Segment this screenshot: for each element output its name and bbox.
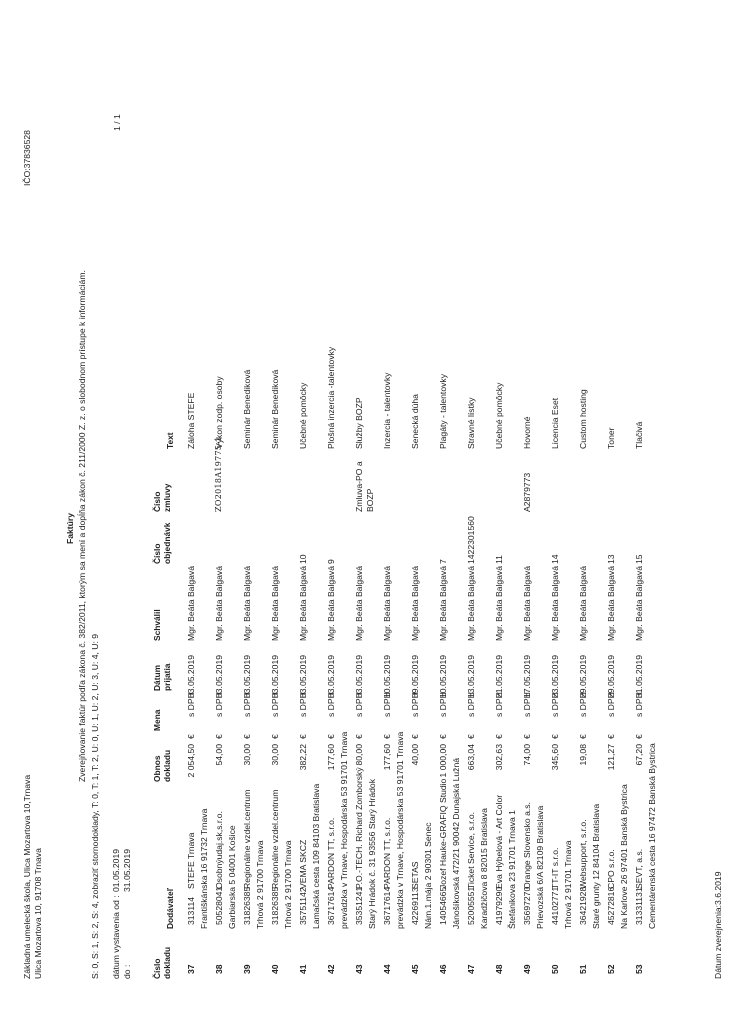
vat-flag: s DPH — [578, 692, 588, 717]
approver: Mgr. Beáta Balgavá — [522, 565, 532, 641]
col-doc-no: Číslo dokladu — [152, 946, 172, 979]
vat-flag: s DPH — [214, 692, 224, 717]
col-approved: Schválil — [152, 609, 162, 641]
doc-number: 50 — [550, 964, 560, 974]
received-date: 29.05.2019 — [578, 654, 588, 698]
approver: Mgr. Beáta Balgavá — [606, 565, 616, 641]
amount: 382,22 — [298, 744, 308, 771]
description: Plagáty - talentovky — [438, 374, 448, 449]
table-row — [602, 0, 630, 1024]
currency: € — [382, 734, 392, 739]
contract-number-line2: BOZP — [365, 488, 375, 512]
order-number: 13 — [606, 554, 616, 564]
description: Záloha STEFE — [186, 392, 196, 449]
supplier-address: Starý Hrádok č. 31 93556 Starý Hrádok — [367, 779, 377, 929]
received-date: 31.05.2019 — [634, 654, 644, 698]
vat-flag: s DPH — [186, 692, 196, 717]
supplier-name: Regionálne vzdel.centrum — [242, 789, 252, 889]
approver: Mgr. Beáta Balgavá — [578, 565, 588, 641]
col-contract-no: Číslo zmluvy — [152, 483, 172, 512]
date-to-label: do : — [122, 964, 132, 979]
table-row — [406, 0, 434, 1024]
approver: Mgr. Beáta Balgavá — [438, 565, 448, 641]
supplier-address: Garbiarska 5 04001 Košice — [227, 825, 237, 929]
vat-flag: s DPH — [550, 692, 560, 717]
received-date: 13.05.2019 — [466, 654, 476, 698]
doc-number: 45 — [410, 964, 420, 974]
currency: € — [494, 734, 504, 739]
vat-flag: s DPH — [354, 692, 364, 717]
received-date: 23.05.2019 — [550, 654, 560, 698]
currency: € — [270, 734, 280, 739]
doc-number: 38 — [214, 964, 224, 974]
received-date: 03.05.2019 — [242, 654, 252, 698]
date-to-value: 31.05.2019 — [122, 848, 132, 892]
table-row — [546, 0, 574, 1024]
amount: 74,00 — [522, 744, 532, 766]
approver: Mgr. Beáta Balgavá — [326, 565, 336, 641]
vat-flag: s DPH — [606, 692, 616, 717]
supplier-address: Štefánikova 23 91701 Trnava 1 — [507, 810, 517, 929]
supplier-name: P.O.-TECH. Richard Zomborský — [354, 767, 364, 889]
supplier-address: Trhová 2 91701 Trnava — [563, 840, 573, 929]
currency: € — [550, 734, 560, 739]
supplier-name: PARDON TT, s.r.o. — [382, 817, 392, 889]
doc-number: 37 — [186, 964, 196, 974]
table-row — [462, 0, 490, 1024]
table-row — [518, 0, 546, 1024]
received-date: 03.05.2019 — [326, 654, 336, 698]
supplier-address: Na Karlove 26 97401 Banská Bystrica — [619, 784, 629, 929]
supplier-address: Nám.1.mája 2 90301 Senec — [423, 822, 433, 929]
col-text: Text — [165, 432, 175, 449]
page-number: 1 / 1 — [112, 114, 122, 131]
approver: Mgr. Beáta Balgavá — [634, 565, 644, 641]
amount: 345,60 — [550, 744, 560, 771]
description: Učebné pomôcky — [298, 382, 308, 449]
supplier-name: Jozef Hauke-GRAFIQ Studio — [438, 778, 448, 889]
doc-number: 46 — [438, 964, 448, 974]
doc-number: 40 — [270, 964, 280, 974]
supplier-ico: 35697270 — [522, 886, 532, 925]
doc-number: 47 — [466, 964, 476, 974]
page-title: Faktúry — [65, 512, 75, 544]
amount: 40,00 — [410, 744, 420, 766]
currency: € — [466, 734, 476, 739]
supplier-ico: 31331131 — [634, 887, 644, 925]
doc-number: 52 — [606, 964, 616, 974]
supplier-name: SEVT, a.s. — [634, 848, 644, 889]
supplier-name: STEFE Trnava — [186, 832, 196, 889]
supplier-ico: 36717614 — [382, 886, 392, 925]
amount: 30,00 — [242, 744, 252, 766]
table-row — [182, 0, 210, 1024]
col-received: Dátum prijatia — [152, 663, 172, 691]
approver: Mgr. Beáta Balgavá — [270, 565, 280, 641]
contract-number: Zmluva-PO a — [354, 461, 364, 512]
supplier-ico: 31826385 — [242, 886, 252, 925]
received-date: 03.05.2019 — [214, 654, 224, 698]
approver: Mgr. Beáta Balgavá — [214, 565, 224, 641]
received-date: 03.05.2019 — [298, 654, 308, 698]
supplier-name: PARDON TT, s.r.o. — [326, 817, 336, 889]
date-from-label: dátum vystavenia od : — [111, 895, 121, 979]
order-number: 9 — [326, 559, 336, 564]
vat-flag: s DPH — [438, 692, 448, 717]
supplier-name: Orange Slovensko a.s. — [522, 802, 532, 889]
description: Učebné pomôcky — [494, 382, 504, 449]
currency: € — [438, 734, 448, 739]
received-date: 03.05.2019 — [186, 654, 196, 698]
description: Seminár Benediková — [242, 369, 252, 449]
vat-flag: s DPH — [522, 692, 532, 717]
supplier-address: Františkánska 16 91732 Trnava — [199, 808, 209, 929]
amount: 2 054,50 — [186, 744, 196, 778]
table-row — [294, 0, 322, 1024]
vat-flag: s DPH — [298, 692, 308, 717]
order-number: 1422301560 — [466, 516, 476, 564]
doc-number: 43 — [354, 964, 364, 974]
date-from-value: 01.05.2019 — [111, 848, 121, 892]
supplier-address: Lamačská cesta 109 84103 Bratislava — [311, 783, 321, 929]
received-date: 29.05.2019 — [606, 654, 616, 698]
supplier-ico: 14054665 — [438, 886, 448, 925]
amount: 121,27 — [606, 744, 616, 771]
supplier-address: prevádzka v Trnave, Hospodárska 53 91701 Trnava — [339, 731, 349, 929]
supplier-ico: 52005551 — [466, 886, 476, 925]
amount: 177,60 — [326, 744, 336, 771]
doc-number: 44 — [382, 964, 392, 974]
supplier-address: Cementárenská cesta 16 97472 Banská Bystrica — [647, 743, 657, 929]
contract-number: A2879773 — [522, 472, 532, 512]
col-order-no: Číslo objednávk — [152, 522, 172, 564]
table-row — [210, 0, 238, 1024]
amount: 67,20 — [634, 744, 644, 766]
table-row — [238, 0, 266, 1024]
published-date: Dátum zverejnenia:3.6.2019 — [713, 871, 723, 979]
supplier-ico: 50528041 — [214, 886, 224, 925]
order-number: 11 — [494, 555, 504, 564]
order-number: 10 — [298, 554, 308, 564]
supplier-name: Regionálne vzdel.centrum — [270, 789, 280, 889]
supplier-ico: 45272816 — [606, 886, 616, 925]
description: Výkon zodp. osoby — [214, 376, 224, 449]
currency: € — [634, 734, 644, 739]
description: Hovorné — [522, 416, 532, 449]
supplier-name: Ticket Service, s.r.o. — [466, 811, 476, 889]
received-date: 09.05.2019 — [410, 654, 420, 698]
supplier-address: Jánošíkovská 472/21 90042 Dunajská Lužná — [451, 757, 461, 929]
approver: Mgr. Beáta Balgavá — [550, 565, 560, 641]
approver: Mgr. Beáta Balgavá — [186, 565, 196, 641]
doc-number: 41 — [298, 964, 308, 974]
doc-number: 48 — [494, 964, 504, 974]
description: Seminár Benediková — [270, 369, 280, 449]
description: Plošná inzercia -talentovky — [326, 346, 336, 449]
amount: 80,00 — [354, 744, 364, 766]
vat-flag: s DPH — [326, 692, 336, 717]
col-currency: Mena — [152, 709, 162, 731]
table-row — [574, 0, 602, 1024]
contract-number: ZO2018A19775-1 — [214, 436, 223, 512]
supplier-address: Trhová 2 91700 Trnava — [283, 840, 293, 929]
supplier-address: Trhová 2 91700 Trnava — [255, 840, 265, 929]
description: Toner — [606, 427, 616, 449]
vat-flag: s DPH — [382, 692, 392, 717]
approver: Mgr. Beáta Balgavá — [466, 565, 476, 641]
description: Senecká dúha — [410, 394, 420, 449]
received-date: 21.05.2019 — [494, 654, 504, 698]
currency: € — [606, 734, 616, 739]
supplier-address: Staré grunty 12 84104 Bratislava — [591, 803, 601, 929]
currency: € — [242, 734, 252, 739]
amount: 54,00 — [214, 744, 224, 766]
table-row — [630, 0, 658, 1024]
approver: Mgr. Beáta Balgavá — [494, 565, 504, 641]
table-row — [490, 0, 518, 1024]
supplier-name: VEMA SKCZ — [298, 839, 308, 889]
currency: € — [354, 734, 364, 739]
supplier-ico: 41979290 — [494, 886, 504, 925]
supplier-name: TT-IT s.r.o. — [550, 847, 560, 889]
doc-number: 53 — [634, 964, 644, 974]
order-number: 7 — [438, 559, 448, 564]
description: Licencia Eset — [550, 397, 560, 449]
received-date: 03.05.2019 — [270, 654, 280, 698]
supplier-ico: 31826385 — [270, 886, 280, 925]
col-amount: Obnos dokladu — [152, 749, 172, 782]
amount: 177,60 — [382, 744, 392, 771]
supplier-address: Prievozská 6/A 82109 Bratislava — [535, 805, 545, 929]
description: Custom hosting — [578, 389, 588, 449]
supplier-ico: 36717614 — [326, 886, 336, 925]
vat-flag: s DPH — [494, 692, 504, 717]
supplier-name: Osobnýudaj.sk,s.r.o. — [214, 811, 224, 889]
table-row — [266, 0, 294, 1024]
supplier-ico: 35351241 — [354, 886, 364, 925]
supplier-name: Websupport, s.r.o. — [578, 819, 588, 889]
amount: 30,00 — [270, 744, 280, 766]
received-date: 10.05.2019 — [382, 654, 392, 698]
school-address: Ulica Mozartova 10, 91708 Trnava — [33, 848, 43, 979]
currency: € — [214, 734, 224, 739]
amount: 19,08 — [578, 744, 588, 766]
currency: € — [186, 734, 196, 739]
currency: € — [298, 734, 308, 739]
vat-flag: s DPH — [466, 692, 476, 717]
order-number: 15 — [634, 554, 644, 564]
doc-number: 49 — [522, 964, 532, 974]
supplier-ico: 42269113 — [410, 887, 420, 925]
table-row — [378, 0, 406, 1024]
amount: 663,04 — [466, 744, 476, 771]
description: Tlačivá — [634, 421, 644, 449]
col-supplier: Dodávateľ — [165, 888, 175, 929]
approver: Mgr. Beáta Balgavá — [298, 565, 308, 641]
approver: Mgr. Beáta Balgavá — [242, 565, 252, 641]
table-row — [434, 0, 462, 1024]
ico-label: IČO:37836528 — [22, 130, 32, 186]
currency: € — [522, 734, 532, 739]
approver: Mgr. Beáta Balgavá — [354, 565, 364, 641]
page-subtitle: Zverejňovanie faktúr podľa zákona č. 382/2011, ktorým sa mení a dopĺňa zákon č. 211/2000 Z. z. o slobodnom prístupe k informáciám. — [77, 270, 87, 782]
received-date: 17.05.2019 — [522, 654, 532, 698]
school-name: Základná umelecká škola, Ulica Mozartova 10,Trnava — [22, 774, 32, 979]
doc-number: 39 — [242, 964, 252, 974]
description: Inzercia - talentovky — [382, 372, 392, 449]
received-date: 10.05.2019 — [438, 654, 448, 698]
currency: € — [410, 734, 420, 739]
supplier-ico: 35751142 — [298, 887, 308, 925]
vat-flag: s DPH — [634, 692, 644, 717]
table-row — [350, 0, 378, 1024]
approver: Mgr. Beáta Balgavá — [382, 565, 392, 641]
vat-flag: s DPH — [410, 692, 420, 717]
received-date: 03.05.2019 — [354, 654, 364, 698]
supplier-ico: 44102771 — [550, 886, 560, 925]
supplier-ico: 36421928 — [578, 886, 588, 925]
doc-number: 42 — [326, 964, 336, 974]
currency: € — [326, 734, 336, 739]
vat-flag: s DPH — [242, 692, 252, 717]
supplier-address: Karadžičova 8 82015 Bratislava — [479, 808, 489, 929]
table-row — [322, 0, 350, 1024]
supplier-address: prevádzka v Trnave, Hospodárska 53 91701 Trnava — [395, 731, 405, 929]
supplier-name: Eva Hýbelová - Art Color — [494, 794, 504, 889]
description: Služby BOZP — [354, 397, 364, 449]
doc-number: 51 — [578, 964, 588, 974]
supplier-name: SETAS — [410, 861, 420, 889]
vat-flag: s DPH — [270, 692, 280, 717]
order-number: 14 — [550, 554, 560, 564]
currency: € — [578, 734, 588, 739]
supplier-ico: 313114 — [186, 896, 196, 925]
approver: Mgr. Beáta Balgavá — [410, 565, 420, 641]
supplier-name: CPO s.r.o. — [606, 849, 616, 889]
amount: 1 000,00 — [438, 744, 448, 778]
filter-line: S: 0, S: 1, S: 2, S: 4, zobraziť stornodoklady, T: 0, T: 1, T: 2, U: 0, U: 1, U: 2, U: 3, U: 4, U: 9 — [90, 633, 100, 979]
description: Stravné lístky — [466, 397, 476, 449]
amount: 302,63 — [494, 744, 504, 771]
